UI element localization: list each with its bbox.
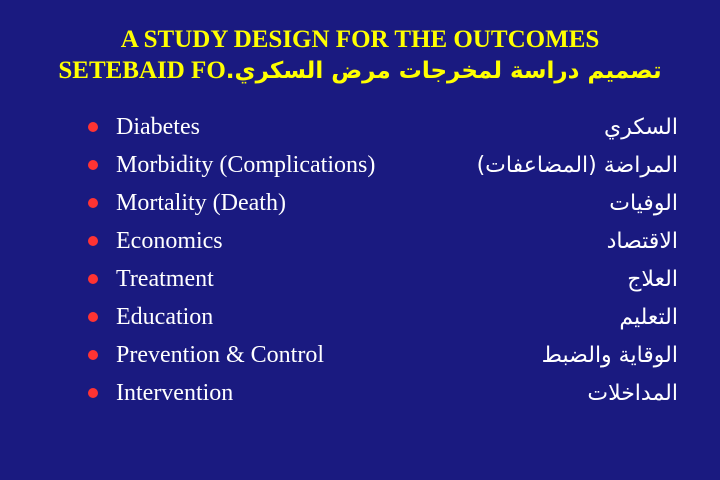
list-item-label-ar: التعليم bbox=[619, 304, 678, 330]
bullet-dot-icon bbox=[88, 122, 98, 132]
list-item bbox=[88, 298, 688, 336]
list-item-label-ar: المداخلات bbox=[587, 380, 678, 406]
title-english-continuation: OF DIABETES bbox=[58, 57, 226, 85]
bullet-list bbox=[88, 108, 688, 412]
title-line-1: A STUDY DESIGN FOR THE OUTCOMES bbox=[120, 26, 600, 53]
list-item bbox=[88, 108, 688, 146]
list-item bbox=[88, 260, 688, 298]
title-arabic: تصميم دراسة لمخرجات مرض السكري. bbox=[225, 58, 662, 85]
bullet-dot-icon bbox=[88, 160, 98, 170]
list-item bbox=[88, 222, 688, 260]
bullet-dot-icon bbox=[88, 236, 98, 246]
list-item bbox=[88, 374, 688, 412]
list-item-label-en: Mortality (Death) bbox=[116, 189, 286, 216]
list-item bbox=[88, 336, 688, 374]
list-item-label-en: Intervention bbox=[116, 379, 234, 406]
list-item-label-en: Prevention & Control bbox=[116, 341, 324, 368]
list-item-label-en: Treatment bbox=[116, 265, 214, 292]
bullet-dot-icon bbox=[88, 388, 98, 398]
bullet-dot-icon bbox=[88, 350, 98, 360]
list-item-label-ar: الاقتصاد bbox=[606, 228, 678, 254]
bullet-dot-icon bbox=[88, 312, 98, 322]
list-item-label-en: Morbidity (Complications) bbox=[116, 151, 376, 178]
list-item-label-ar: المراضة (المضاعفات) bbox=[476, 152, 678, 178]
list-item-label-en: Education bbox=[116, 303, 214, 330]
list-item bbox=[88, 184, 688, 222]
list-item-label-en: Economics bbox=[116, 227, 223, 254]
list-item-label-ar: السكري bbox=[604, 114, 678, 140]
list-item-label-ar: الوفيات bbox=[609, 190, 678, 216]
list-item-label-ar: الوقاية والضبط bbox=[541, 342, 678, 368]
title-line-2 bbox=[30, 55, 690, 86]
bullet-dot-icon bbox=[88, 274, 98, 284]
slide-title bbox=[30, 24, 690, 87]
bullet-dot-icon bbox=[88, 198, 98, 208]
list-item-label-en: Diabetes bbox=[116, 113, 200, 140]
list-item bbox=[88, 146, 688, 184]
list-item-label-ar: العلاج bbox=[627, 266, 678, 292]
